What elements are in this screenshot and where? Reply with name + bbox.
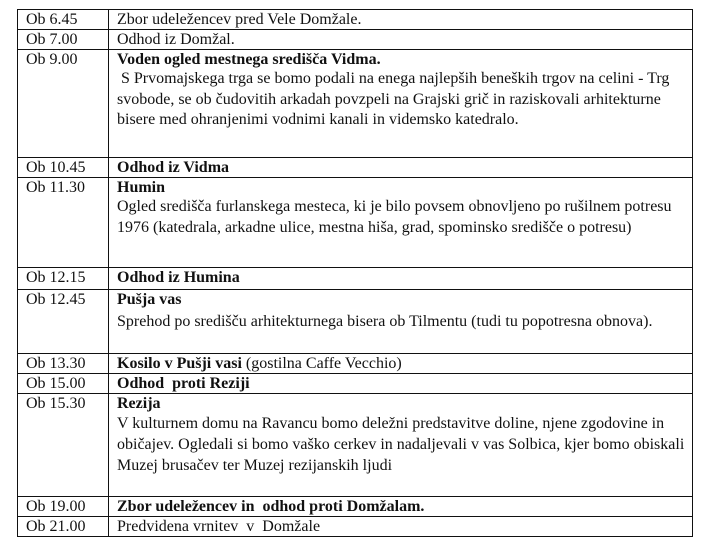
table-row — [18, 158, 693, 178]
description-cell — [109, 158, 693, 178]
stop-title: Voden ogled mestnega središča Vidma. — [117, 51, 381, 68]
description-cell — [109, 517, 693, 537]
table-row — [18, 517, 693, 537]
description-text: Ogled središča furlanskega mesteca, ki je bilo povsem obnovljeno po rušilnem potresu 1976 (katedrala, arkadne ulice, mestna hiša, grad, spominsko središče o potresu) — [117, 198, 672, 236]
time-cell: Ob 6.45 — [18, 10, 109, 30]
table-row — [18, 10, 693, 30]
description-cell — [109, 354, 693, 374]
description-text: Odhod iz Domžal. — [117, 31, 235, 48]
time-cell: Ob 7.00 — [18, 30, 109, 50]
time-cell: Ob 15.30 — [18, 394, 109, 497]
table-row — [18, 290, 693, 354]
description-cell — [109, 178, 693, 268]
stop-title: Odhod iz Humina — [117, 269, 240, 286]
stop-title: Humin — [117, 179, 166, 196]
description-cell — [109, 290, 693, 354]
description-cell — [109, 30, 693, 50]
time-cell: Ob 11.30 — [18, 178, 109, 268]
time-cell: Ob 9.00 — [18, 50, 109, 158]
description-text: Zbor udeležencev pred Vele Domžale. — [117, 11, 362, 28]
time-cell: Ob 13.30 — [18, 354, 109, 374]
description-cell — [109, 374, 693, 394]
table-row — [18, 178, 693, 268]
itinerary-table — [17, 9, 693, 537]
stop-title: Zbor udeležencev in odhod proti Domžalam. — [117, 498, 425, 515]
table-row — [18, 394, 693, 497]
description-text: V kulturnem domu na Ravancu bomo deležni predstavitve doline, njene zgodovine in običajev. Ogledali si bomo vaško cerkev in nadaljevali v vas Solbica, kjer bomo obiskali Muzej brusačev ter Muzej rezijanskih ljudi — [117, 415, 685, 474]
description-cell — [109, 394, 693, 497]
table-row — [18, 50, 693, 158]
stop-title-note: (gostilna Caffe Vecchio) — [241, 355, 402, 372]
stop-title: Odhod iz Vidma — [117, 159, 230, 176]
description-text: Predvidena vrnitev v Domžale — [117, 518, 321, 535]
time-cell: Ob 12.15 — [18, 268, 109, 290]
stop-title: Odhod proti Reziji — [117, 375, 250, 392]
time-cell: Ob 19.00 — [18, 497, 109, 517]
table-row — [18, 354, 693, 374]
description-cell — [109, 268, 693, 290]
time-cell: Ob 21.00 — [18, 517, 109, 537]
table-row — [18, 497, 693, 517]
time-cell: Ob 12.45 — [18, 290, 109, 354]
description-cell — [109, 50, 693, 158]
description-text: S Prvomajskega trga se bomo podali na enega najlepših beneških trgov na celini - Trg svobode, se ob čudovitih arkadah povzpeli na Grajski grič in raziskovali arhitekturne bisere med ohranjenimi vodnimi kanali in videmsko katedralo. — [117, 70, 674, 128]
description-text: Sprehod po središču arhitekturnega bisera ob Tilmentu (tudi tu popotresna obnova). — [117, 313, 653, 330]
time-cell: Ob 15.00 — [18, 374, 109, 394]
stop-title: Pušja vas — [117, 291, 182, 308]
description-cell — [109, 10, 693, 30]
table-row — [18, 30, 693, 50]
time-cell: Ob 10.45 — [18, 158, 109, 178]
table-row — [18, 374, 693, 394]
stop-title: Kosilo v Pušji vasi — [117, 355, 242, 372]
stop-title: Rezija — [117, 395, 161, 412]
table-row — [18, 268, 693, 290]
description-cell — [109, 497, 693, 517]
